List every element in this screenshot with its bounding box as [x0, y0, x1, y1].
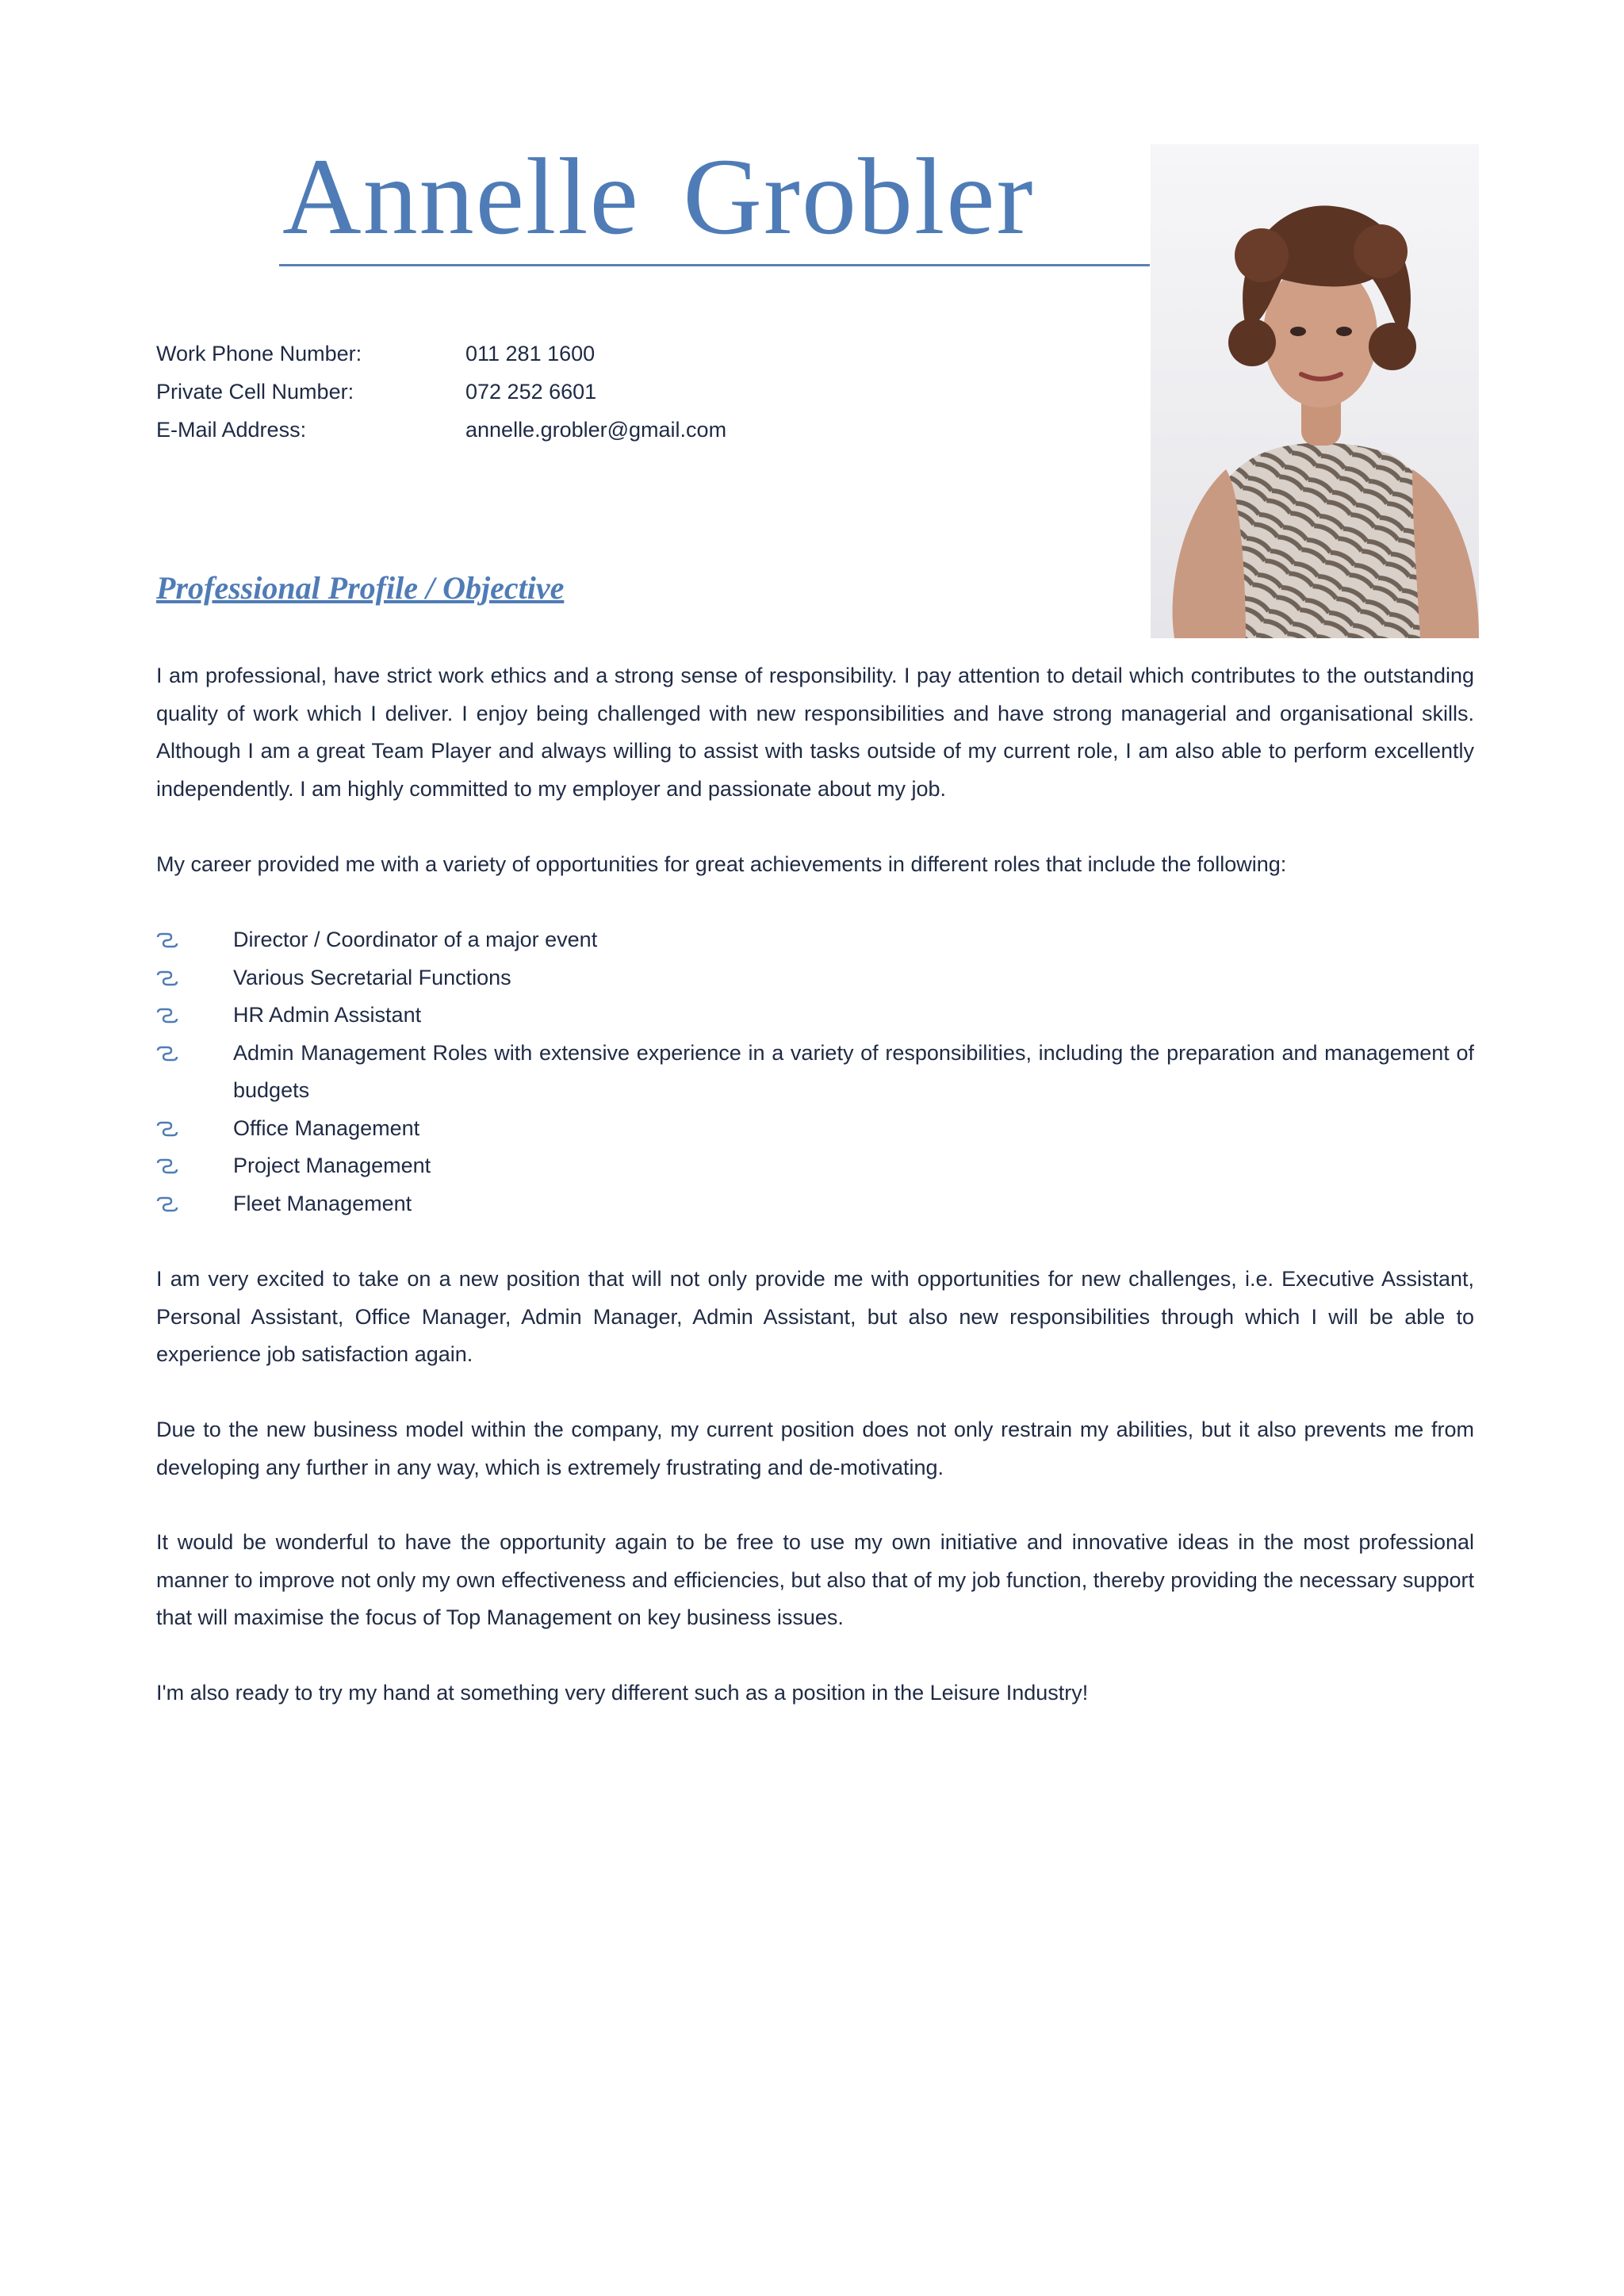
list-item [156, 1110, 1474, 1148]
role-label: Project Management [233, 1154, 431, 1177]
link-bullet-icon [156, 1121, 178, 1137]
role-label: Director / Coordinator of a major event [233, 928, 598, 951]
roles-list [156, 921, 1474, 1223]
link-bullet-icon [156, 932, 178, 948]
email-label: E-Mail Address: [156, 418, 307, 442]
email-value: annelle.grobler@gmail.com [465, 418, 727, 442]
link-bullet-icon [156, 970, 178, 986]
career-intro-paragraph: My career provided me with a variety of opportunities for great achievements in different roles that include the following: [156, 852, 1287, 876]
role-label: Admin Management Roles with extensive experience in a variety of responsibilities, including the preparation and management of budgets [233, 1040, 1474, 1102]
role-label: Office Management [233, 1115, 420, 1140]
business-model-paragraph: Due to the new business model within the company, my current position does not only restrain my abilities, but it also prevents me from developing any further in any way, which is extremely frustrating and de-motivating. [156, 1418, 1474, 1479]
portrait-image [1151, 144, 1479, 638]
section-heading-profile: Professional Profile / Objective [156, 570, 565, 606]
leisure-industry-paragraph: I'm also ready to try my hand at something very different such as a position in the Leisure Industry! [156, 1681, 1089, 1705]
opportunity-paragraph: It would be wonderful to have the opportunity again to be free to use my own initiative and innovative ideas in the most professional manner to improve not only my own effectiveness and efficiencies, but also that of my job function, thereby providing the necessary support that will maximise the focus of Top Management on key business issues. [156, 1530, 1474, 1629]
role-label: Fleet Management [233, 1191, 412, 1215]
work-phone-value: 011 281 1600 [465, 342, 596, 365]
list-item [156, 921, 1474, 959]
list-item [156, 1035, 1474, 1110]
new-position-paragraph: I am very excited to take on a new position that will not only provide me with opportunities for new challenges, i.e. Executive Assistant, Personal Assistant, Office Manager, Admin Manager, Admin Assistant, but also new responsibilities through which I will be able to experience job satisfaction again. [156, 1267, 1474, 1366]
list-item [156, 997, 1474, 1035]
profile-photo [1151, 144, 1479, 638]
cell-phone-label: Private Cell Number: [156, 380, 354, 404]
link-bullet-icon [156, 1158, 178, 1174]
profile-intro-paragraph: I am professional, have strict work ethics and a strong sense of responsibility. I pay attention to detail which contributes to the outstanding quality of work which I deliver. I enjoy being challenged with new responsibilities and have strong managerial and organisational skills. Although I am a great Team Player and always willing to assist with tasks outside of my current role, I am also able to perform excellently independently. I am highly committed to my employer and passionate about my job. [156, 664, 1474, 801]
link-bullet-icon [156, 1008, 178, 1024]
list-item [156, 1147, 1474, 1185]
role-label: Various Secretarial Functions [233, 965, 511, 989]
role-label: HR Admin Assistant [233, 1003, 422, 1027]
cell-phone-value: 072 252 6601 [465, 380, 597, 404]
name-underline-rule [279, 264, 1150, 266]
candidate-name: Annelle Grobler [282, 136, 1035, 257]
link-bullet-icon [156, 1196, 178, 1212]
list-item [156, 1185, 1474, 1223]
list-item [156, 959, 1474, 997]
link-bullet-icon [156, 1046, 178, 1062]
work-phone-label: Work Phone Number: [156, 342, 362, 365]
